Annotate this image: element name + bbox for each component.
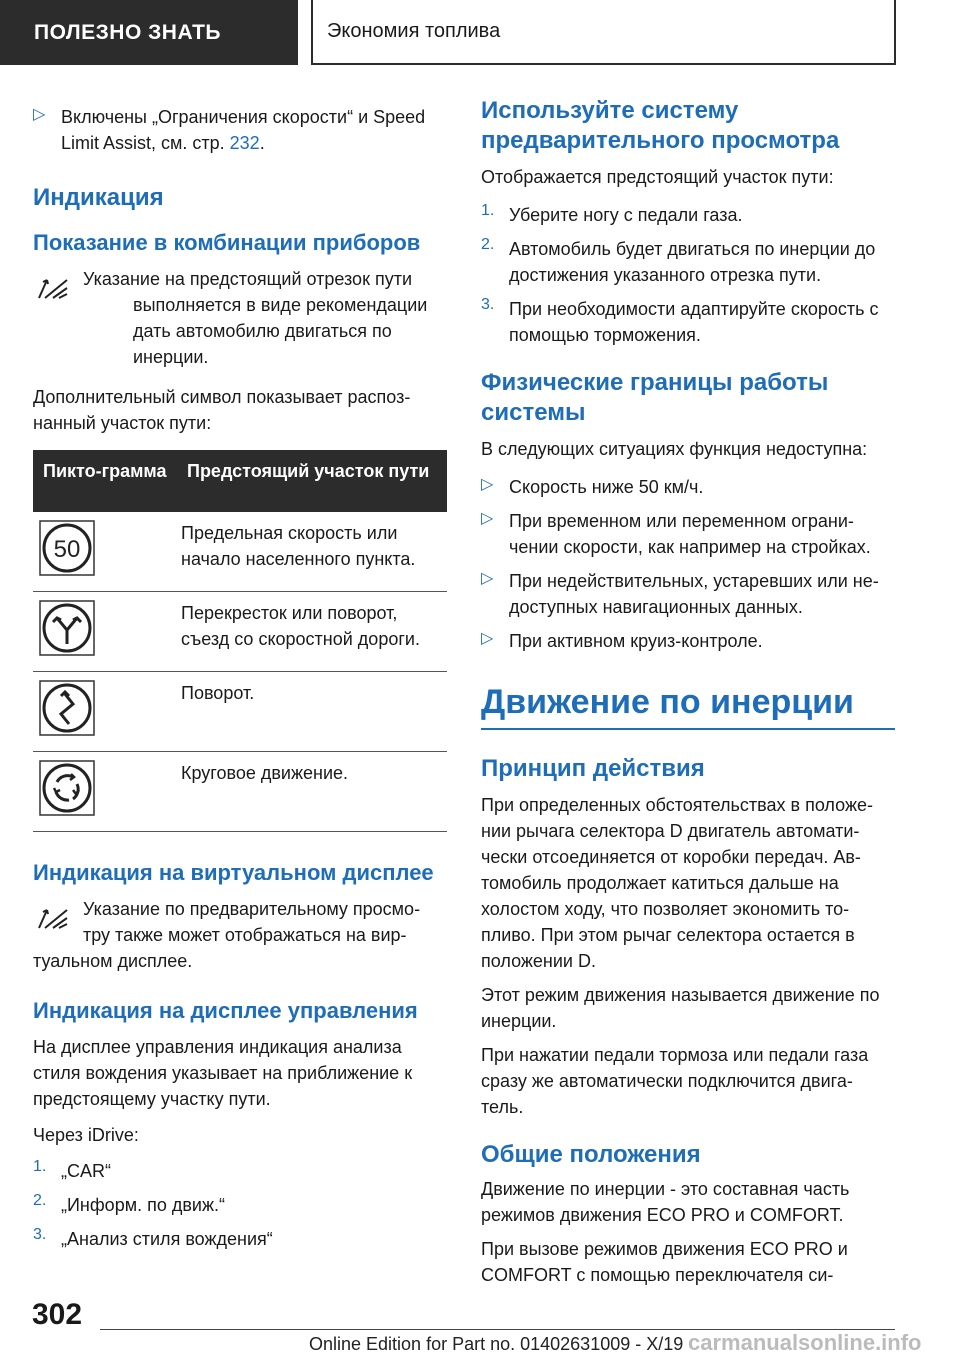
principle-text-3: При нажатии педали тормоза или педали газа сразу же автоматически подключится двига-тель. [481,1045,869,1117]
idrive-steps [33,1158,447,1252]
left-column [33,96,447,1252]
extra-text: Дополнительный символ показывает распоз-нанный участок пути: [33,387,411,433]
heading-virtual: Индикация на виртуальном дисплее [33,860,434,885]
watermark: carmanualsonline.info [688,1330,922,1355]
control-text: На дисплее управления индикация анализа стиля вождения указывает на приближение к предстоящему участку пути. [33,1037,413,1109]
list-item: 2. Автомобиль будет двигаться по инерции до достижения указанного отрезка пути. [481,236,876,285]
list-item: 3. При необходимости адаптируйте скорость с помощью торможения. [481,296,879,345]
page-link[interactable]: 232 [229,133,260,153]
heading-combo: Показание в комбинации приборов [33,230,421,255]
bullet-marker-icon: ▷ [33,106,46,123]
heading-control: Индикация на дисплее управления [33,998,418,1023]
heading-indication: Индикация [33,184,164,211]
list-item: 3. „Анализ стиля вождения“ [33,1226,273,1249]
via-idrive: Через iDrive: [33,1125,139,1145]
edition-text: Online Edition for Part no. 01402631009 - X/19 [309,1334,684,1354]
heading-general: Общие положения [481,1141,701,1168]
chapter-title: Экономия топлива [327,20,501,42]
heading-coasting: Движение по инерции [481,683,854,721]
heading-limits: Физические границы работы системы [481,369,829,426]
principle-text-2: Этот режим движения называется движение по инерции. [481,985,880,1031]
list-item: 2. „Информ. по движ.“ [33,1192,225,1215]
table-row [33,592,447,672]
roundabout-icon [39,760,95,816]
table-header [33,450,447,512]
bullet-marker-icon: ▷ [481,570,494,587]
limits-text: В следующих ситуациях функция недоступна: [481,439,868,459]
table-header-pictogram: Пикто-грамма [33,450,177,512]
list-item: 1. „CAR“ [33,1158,111,1181]
virtual-paragraph: Указание по предварительному просмо-тру также может отображаться на вир-туальном дисплее. [33,899,421,971]
table-row [33,512,447,592]
table-row [33,672,447,752]
list-item: ▷ При временном или переменном ограни-чении скорости, как например на стройках. [481,508,895,560]
list-item: 1. Уберите ногу с педали газа. [481,202,743,225]
table-cell-text: Круговое движение. [177,752,447,832]
bullet-marker-icon: ▷ [481,476,494,493]
preview-steps [481,202,895,348]
table-cell-text: Предельная скорость или начало населенного пункта. [177,512,447,592]
table-cell-text: Поворот. [177,672,447,752]
chapter-tab [311,0,896,65]
speed-limit-value: 50 [53,536,81,563]
preview-text: Отображается предстоящий участок пути: [481,167,834,187]
list-item: ▷ При активном круиз-контроле. [481,628,895,654]
junction-icon [39,600,95,656]
speed-limit-50-icon [39,520,95,576]
chapter-heading [481,682,895,730]
section-title: ПОЛЕЗНО ЗНАТЬ [34,20,221,44]
heading-principle: Принцип действия [481,755,705,782]
coasting-symbol-icon [33,898,73,936]
list-item: ▷ Скорость ниже 50 км/ч. [481,474,895,500]
intro-bullet: ▷ Включены „Ограничения скорости“ и Speed Limit Assist, см. стр. 232. [33,104,447,156]
general-text-2: При вызове режимов движения ECO PRO и COMFORT с помощью переключателя си- [481,1239,848,1285]
heading-preview: Используйте систему предварительного просмотра [481,97,840,154]
section-tab [0,0,298,65]
list-item: ▷ При недействительных, устаревших или не-доступных навигационных данных. [481,568,895,620]
table-header-section: Предстоящий участок пути [177,450,447,512]
coasting-symbol-icon [33,268,73,306]
page-number: 302 [32,1298,83,1331]
bullet-marker-icon: ▷ [481,510,494,527]
table-cell-text: Перекресток или поворот, съезд со скоростной дороги. [177,592,447,672]
limits-list [481,474,895,654]
road-section-table [33,450,447,832]
table-row [33,752,447,832]
combo-paragraph: Указание на предстоящий отрезок пути выполняется в виде рекомендации дать автомобилю двигаться по инерции. [33,266,447,370]
principle-text-1: При определенных обстоятельствах в положе-нии рычага селектора D двигатель автомати-чески отсоединяется от коробки передач. Ав-томобиль продолжает катиться дальше на холостом ходу, что позволяет экономить то-пливо. При этом рычаг селектора остается в положении D. [481,795,873,971]
right-column [481,96,895,1288]
curve-icon [39,680,95,736]
general-text-1: Движение по инерции - это составная часть режимов движения ECO PRO и COMFORT. [481,1179,850,1225]
bullet-marker-icon: ▷ [481,630,494,647]
